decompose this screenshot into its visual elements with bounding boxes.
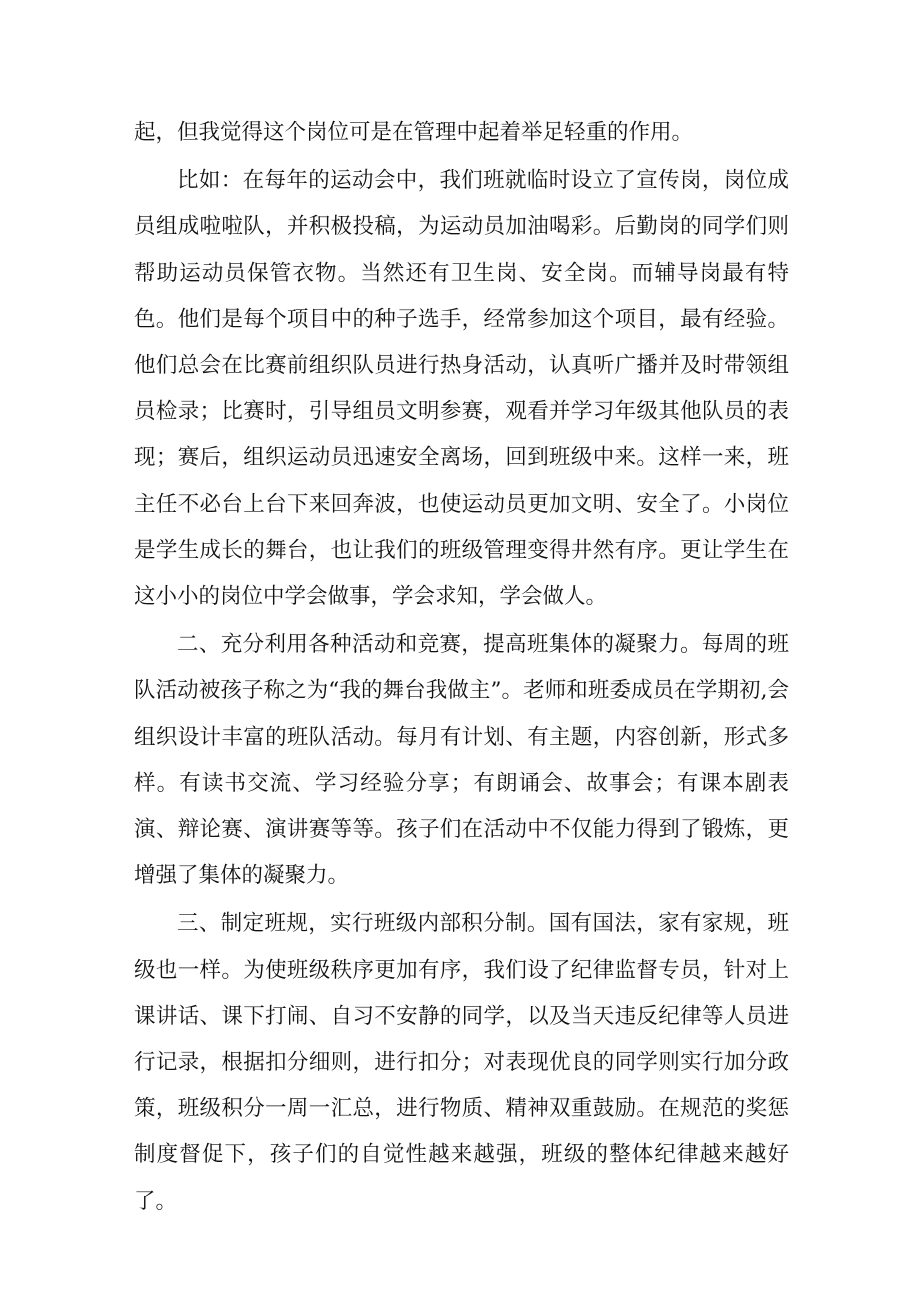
paragraph-class-rules-points: 三、制定班规，实行班级内部积分制。国有国法，家有家规，班级也一样。为使班级秩序更加有序，我们设了纪律监督专员，针对上课讲话、课下打闹、自习不安静的同学，以及当天违反纪律等人员进行记录，根据扣分细则，进行扣分；对表现优良的同学则实行加分政策，班级积分一周一汇总，进行物质、精神双重鼓励。在规范的奖惩制度督促下，孩子们的自觉性越来越强，班级的整体纪律越来越好了。 [134, 911, 789, 1214]
document-body [134, 110, 789, 1227]
paragraph-sports-meet-example: 比如：在每年的运动会中，我们班就临时设立了宣传岗，岗位成员组成啦啦队，并积极投稿，为运动员加油喝彩。后勤岗的同学们则帮助运动员保管衣物。当然还有卫生岗、安全岗。而辅导岗最有特色。他们是每个项目中的种子选手，经常参加这个项目，最有经验。他们总会在比赛前组织队员进行热身活动，认真听广播并及时带领组员检录；比赛时，引导组员文明参赛，观看并学习年级其他队员的表现；赛后，组织运动员迅速安全离场，回到班级中来。这样一来，班主任不必台上台下来回奔波，也使运动员更加文明、安全了。小岗位是学生成长的舞台，也让我们的班级管理变得井然有序。更让学生在这小小的岗位中学会做事，学会求知，学会做人。 [134, 168, 789, 610]
paragraph-activities-cohesion: 二、充分利用各种活动和竞赛，提高班集体的凝聚力。每周的班队活动被孩子称之为“我的舞台我做主”。老师和班委成员在学期初,会组织设计丰富的班队活动。每月有计划、有主题，内容创新，形式多样。有读书交流、学习经验分享；有朗诵会、故事会；有课本剧表演、辩论赛、演讲赛等等。孩子们在活动中不仅能力得到了锻炼，更增强了集体的凝聚力。 [134, 632, 789, 889]
paragraph-continuation: 起，但我觉得这个岗位可是在管理中起着举足轻重的作用。 [134, 120, 694, 145]
